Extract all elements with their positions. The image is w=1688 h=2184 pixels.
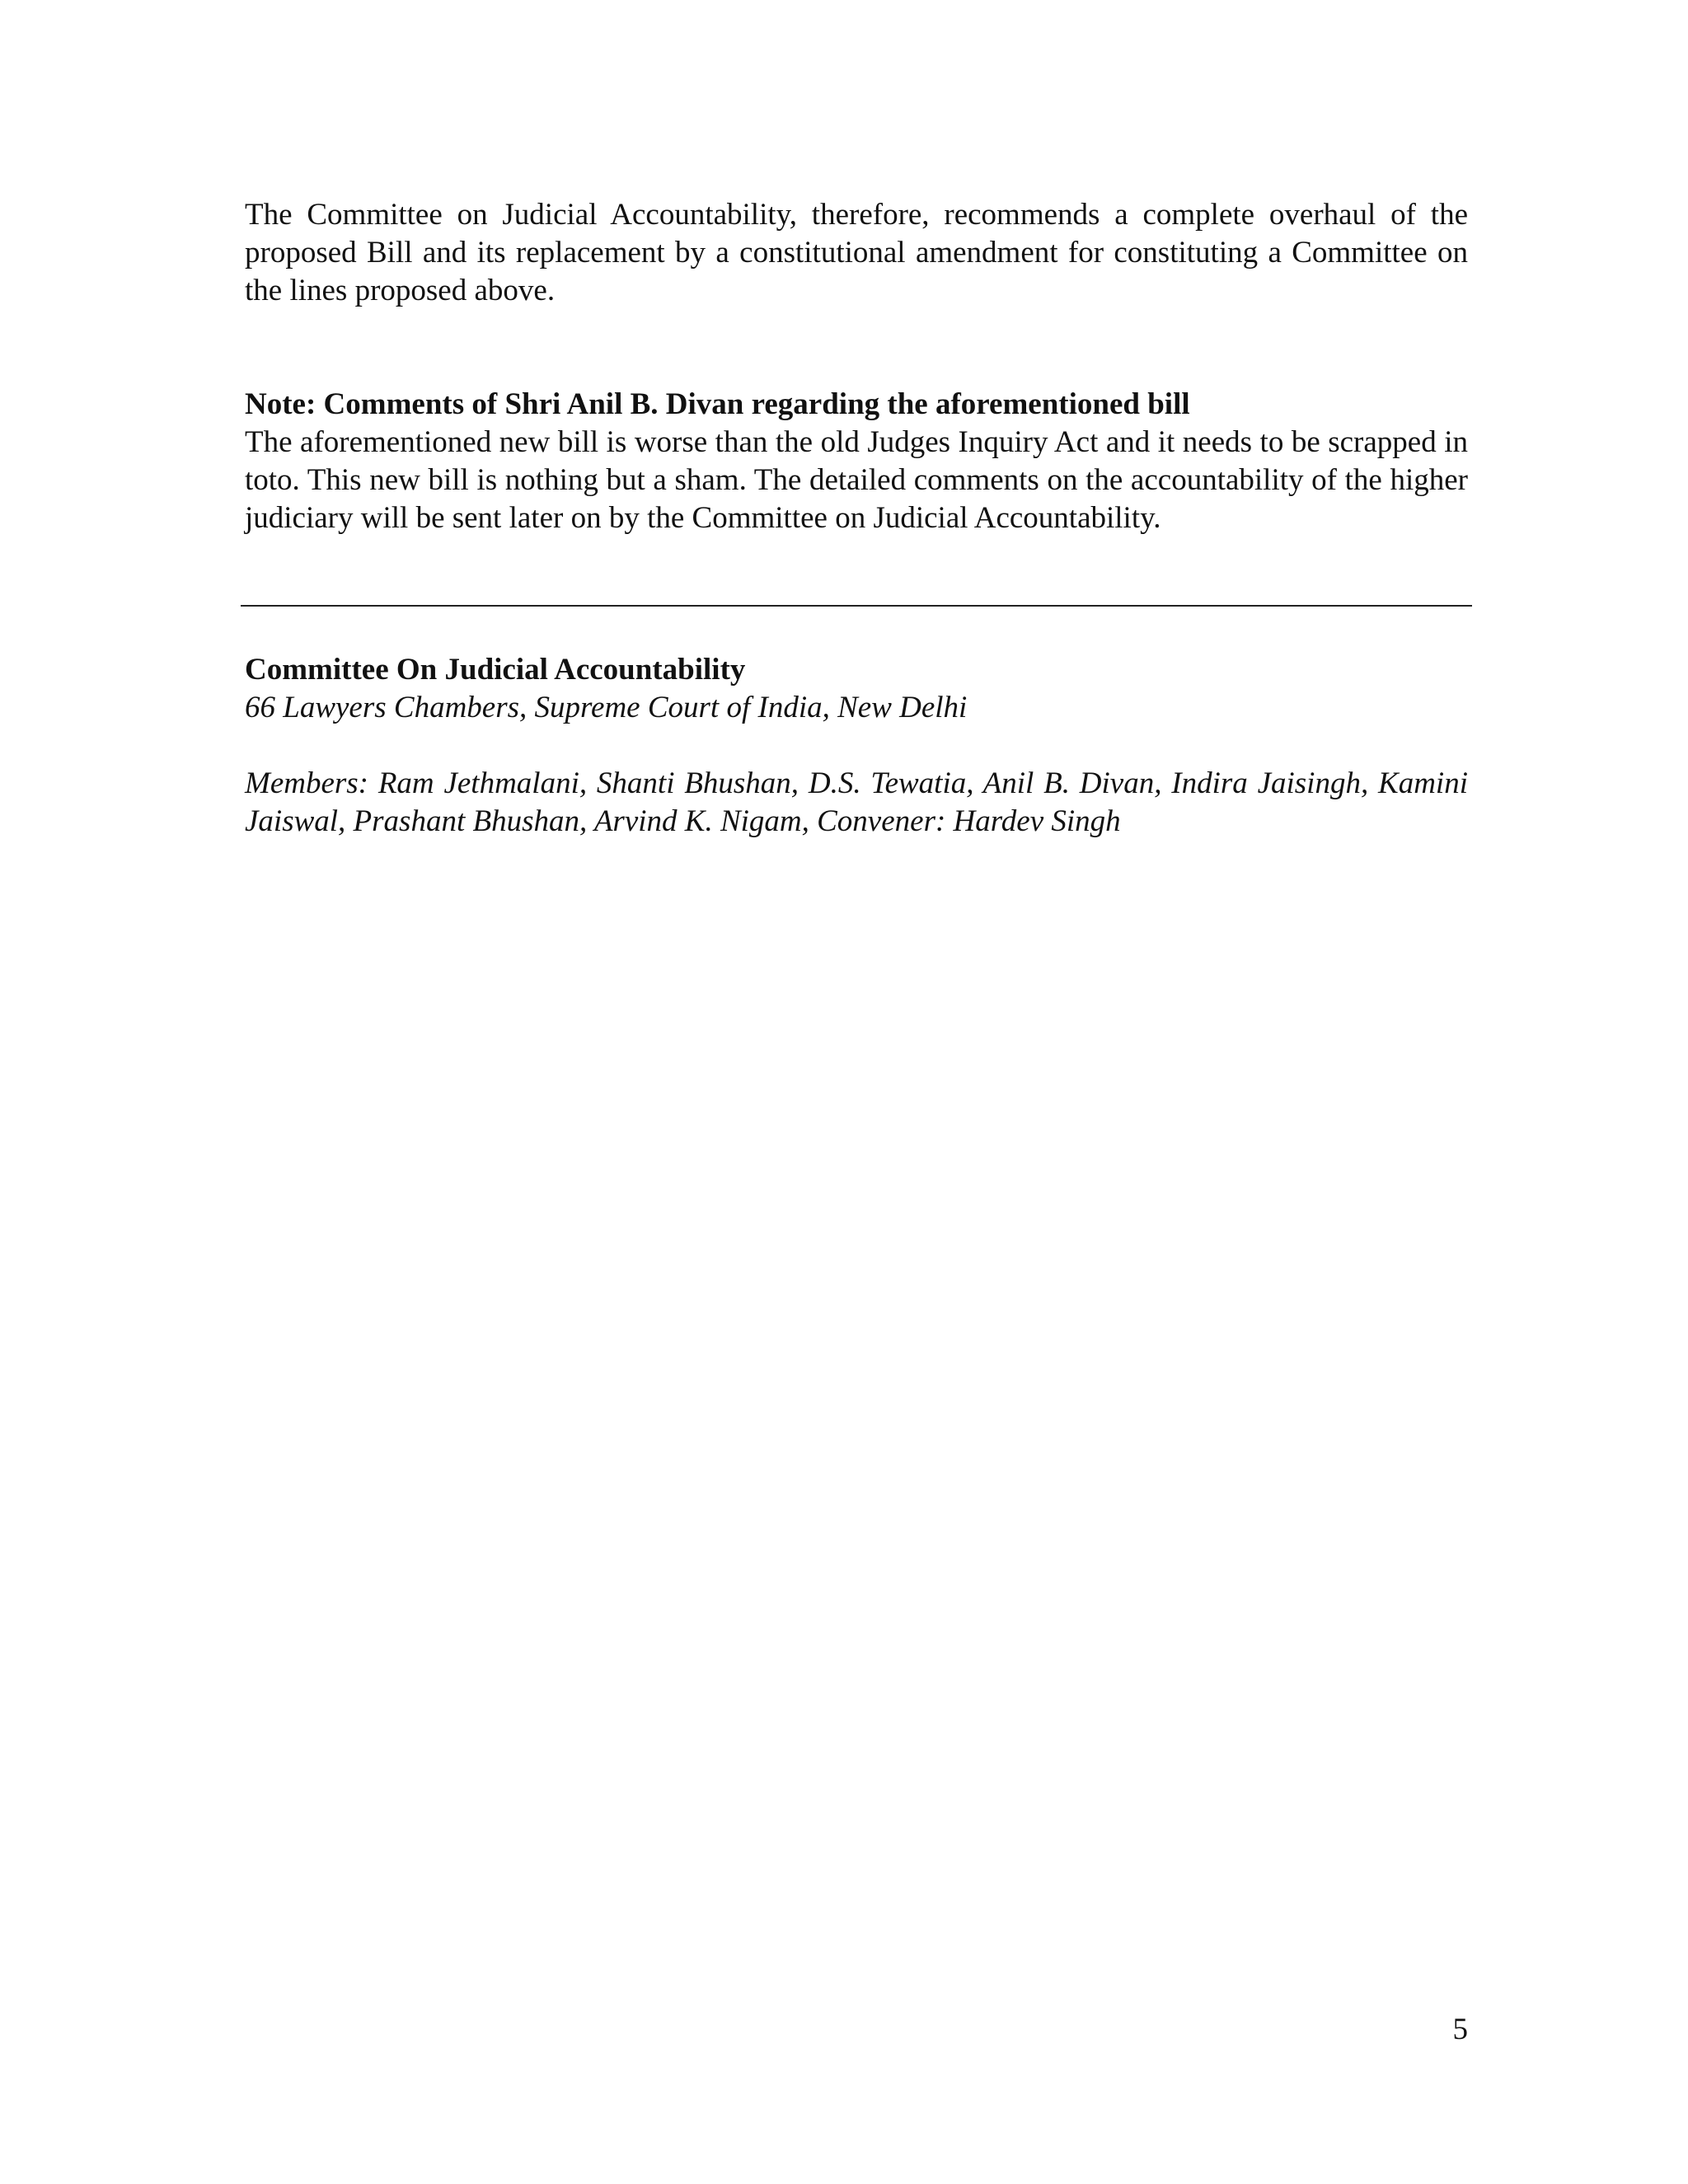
committee-members: Members: Ram Jethmalani, Shanti Bhushan, D.S. Tewatia, Anil B. Divan, Indira Jaisingh, Kamini Jaiswal, Prashant Bhushan, Arvind K. Nigam, Convener: Hardev Singh — [245, 766, 1468, 838]
committee-footer — [245, 651, 1468, 841]
section-divider — [241, 605, 1472, 607]
recommendation-paragraph: The Committee on Judicial Accountability, therefore, recommends a complete overhaul of the proposed Bill and its replacement by a constitutional amendment for constituting a Committee on the lines proposed above. — [245, 198, 1468, 307]
page-number: 5 — [1452, 2013, 1468, 2046]
committee-address: 66 Lawyers Chambers, Supreme Court of India, New Delhi — [245, 691, 968, 724]
note-body: The aforementioned new bill is worse than the old Judges Inquiry Act and it needs to be scrapped in toto. This new bill is nothing but a sham. The detailed comments on the accountability of the higher judiciary will be sent later on by the Committee on Judicial Accountability. — [245, 425, 1468, 535]
note-heading: Note: Comments of Shri Anil B. Divan regarding the aforementioned bill — [245, 387, 1190, 421]
document-body — [245, 196, 1468, 537]
committee-name: Committee On Judicial Accountability — [245, 653, 746, 687]
note-section — [245, 386, 1468, 537]
